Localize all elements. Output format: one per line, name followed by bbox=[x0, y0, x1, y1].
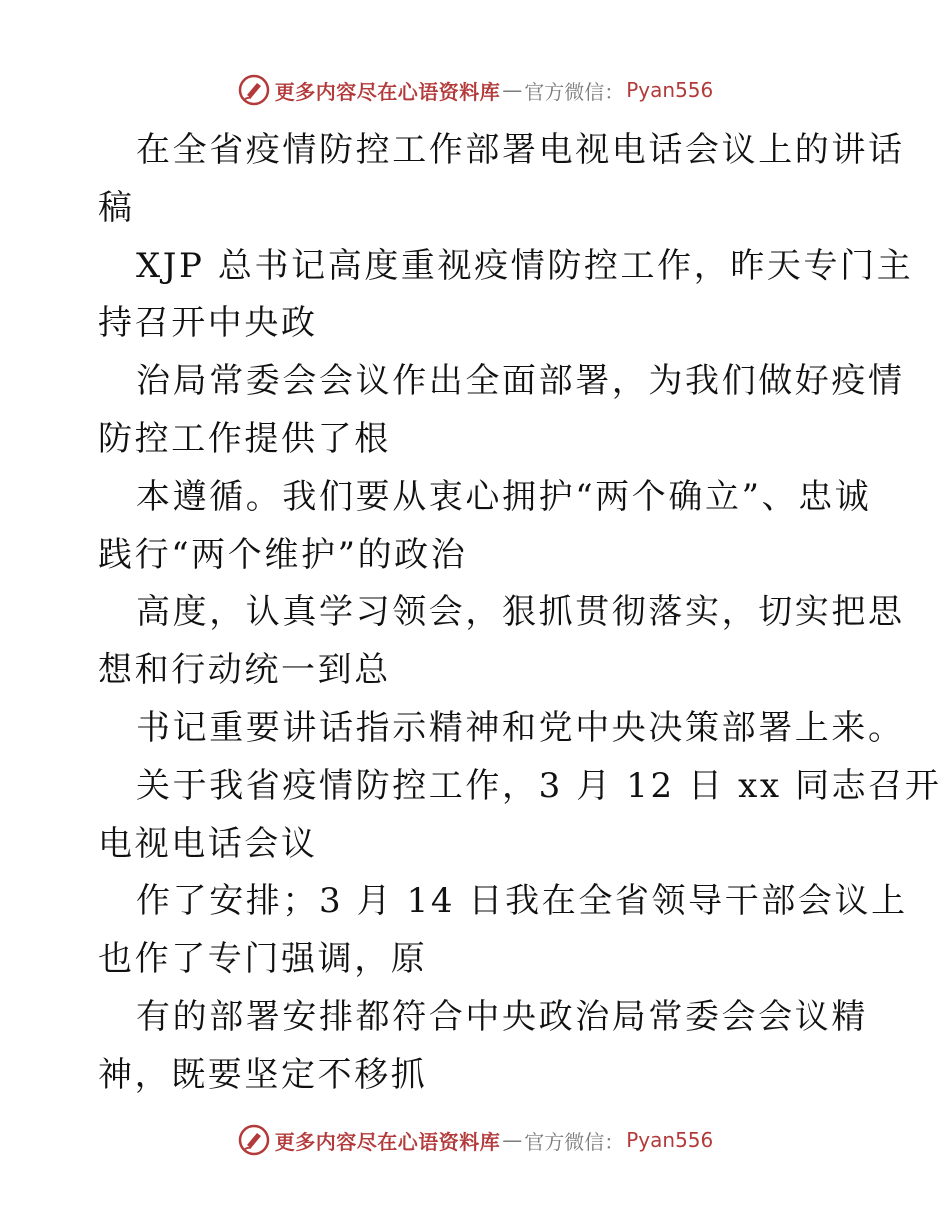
paragraph-line: 电视电话会议 bbox=[98, 823, 318, 864]
banner-main-text: 更多内容尽在心语资料库 bbox=[274, 79, 501, 104]
paragraph-line: 神，既要坚定不移抓 bbox=[98, 1054, 428, 1095]
document-body bbox=[98, 122, 942, 1105]
banner-dash: — bbox=[502, 1128, 523, 1152]
paragraph-line: 践行“两个维护”的政治 bbox=[98, 534, 468, 575]
paragraph-line: 也作了专门强调，原 bbox=[98, 939, 428, 980]
banner-dash: — bbox=[502, 78, 523, 102]
banner-wechat-id: Pyan556 bbox=[626, 78, 714, 102]
logo-icon bbox=[237, 1123, 271, 1157]
paragraph-line: 关于我省疫情防控工作，3 月 12 日 xx 同志召开 bbox=[136, 765, 942, 806]
paragraph-line: XJP 总书记高度重视疫情防控工作，昨天专门主 bbox=[136, 245, 914, 286]
paragraph-line: 书记重要讲话指示精神和党中央决策部署上来。 bbox=[136, 707, 905, 748]
banner-label: 官方微信： bbox=[524, 1129, 625, 1154]
banner-wechat-id: Pyan556 bbox=[626, 1128, 714, 1152]
paragraph-line: 想和行动统一到总 bbox=[98, 650, 391, 691]
paragraph-line: 作了安排；3 月 14 日我在全省领导干部会议上 bbox=[136, 881, 908, 922]
paragraph-line: 本遵循。我们要从衷心拥护“两个确立”、忠诚 bbox=[136, 476, 872, 517]
paragraph-line: 有的部署安排都符合中央政治局常委会会议精 bbox=[136, 996, 868, 1037]
paragraph-line: 高度，认真学习领会，狠抓贯彻落实，切实把思 bbox=[136, 592, 905, 633]
header-banner bbox=[0, 70, 950, 110]
logo-icon bbox=[237, 73, 271, 107]
banner-main-text: 更多内容尽在心语资料库 bbox=[274, 1129, 501, 1154]
paragraph-line: 稿 bbox=[98, 187, 135, 228]
paragraph-line: 治局常委会会议作出全面部署，为我们做好疫情 bbox=[136, 361, 905, 402]
footer-banner bbox=[0, 1120, 950, 1160]
paragraph-line: 在全省疫情防控工作部署电视电话会议上的讲话 bbox=[136, 130, 905, 170]
paragraph-line: 持召开中央政 bbox=[98, 303, 318, 344]
paragraph-line: 防控工作提供了根 bbox=[98, 418, 391, 459]
banner-label: 官方微信： bbox=[524, 79, 625, 104]
